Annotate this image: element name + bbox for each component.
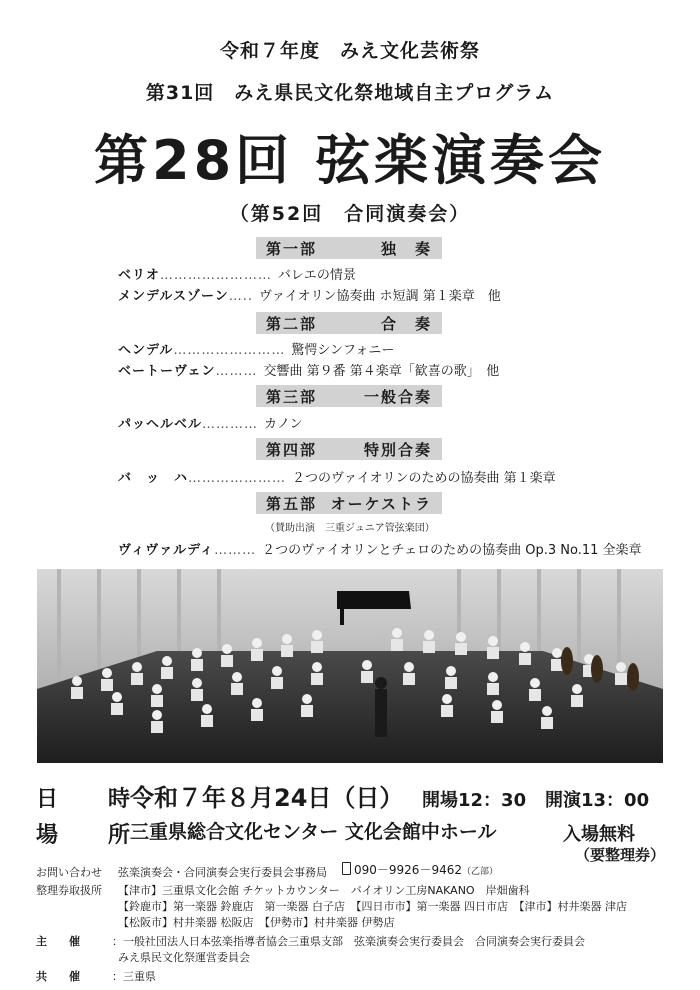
festival-title: 令和７年度 みえ文化芸術祭 — [219, 40, 480, 62]
contact-org: 弦楽演奏会・合同演奏会実行委員会事務局 — [118, 866, 327, 879]
program-item: バ ッ ハ ………………… ２つのヴァイオリンのための協奏曲 第１楽章 — [118, 471, 556, 486]
ticket-required-note: （要整理券） — [575, 846, 666, 864]
program-subtitle: 第31回 みえ県民文化祭地域自主プログラム — [145, 82, 555, 104]
cosponsor-value: ：三重県 — [112, 970, 156, 983]
contact-phone: 090－9926－9462（乙部） — [342, 861, 498, 878]
organizer-line2: みえ県民文化祭運営委員会 — [118, 951, 250, 964]
organizer-label: 主 催 — [36, 935, 80, 948]
part-banner-3: 第三部 一般合奏 — [256, 385, 442, 407]
part-banner-2: 第二部 合 奏 — [256, 312, 442, 334]
date-label: 日 時 — [36, 787, 145, 812]
venue-label: 場 所 — [36, 823, 145, 848]
program-item: ヘンデル …………………… 驚愕シンフォニー — [118, 343, 395, 358]
phone-icon — [342, 862, 351, 875]
start-time: 開演13：00 — [545, 790, 650, 811]
cosponsor-label: 共 催 — [36, 970, 80, 983]
orchestra-photo-illustration — [37, 569, 663, 763]
program-item: パッヘルベル ………… カノン — [118, 417, 303, 432]
event-date: 令和７年８月24日（日） — [130, 784, 404, 812]
program-item: ヴィヴァルディ ……… ２つのヴァイオリンとチェロのための協奏曲 Op.3 No.11 全楽章 — [118, 543, 642, 558]
ticket-outlets-line1: 【津市】三重県文化会館 チケットカウンター バイオリン工房NAKANO 岸畑歯科 — [118, 884, 530, 897]
contact-label: お問い合わせ — [36, 866, 102, 879]
concert-title: 第28回 弦楽演奏会 — [94, 129, 606, 192]
program-item: メンデルスゾーン ….. ヴァイオリン協奏曲 ホ短調 第１楽章 他 — [118, 289, 501, 304]
part-banner-1: 第一部 独 奏 — [256, 237, 442, 259]
part-banner-4: 第四部 特別合奏 — [256, 438, 442, 460]
organizer-line1: ：一般社団法人日本弦楽指導者協会三重県支部 弦楽演奏会実行委員会 合同演奏会実行委員会 — [112, 935, 585, 948]
program-item: ベートーヴェン ……… 交響曲 第９番 第４楽章「歓喜の歌」 他 — [118, 364, 500, 379]
ticket-outlets-line2: 【鈴鹿市】第一楽器 鈴鹿店 第一楽器 白子店 【四日市市】第一楽器 四日市店 【津市】村井楽器 津店 — [118, 900, 627, 913]
venue-name: 三重県総合文化センター 文化会館中ホール — [130, 821, 497, 843]
doors-open-time: 開場12：30 — [422, 790, 527, 811]
ticket-outlets-label: 整理券取扱所 — [36, 884, 102, 897]
joint-concert-subtitle: （第52回 合同演奏会） — [229, 203, 471, 225]
ticket-outlets-line3: 【松阪市】村井楽器 松阪店 【伊勢市】村井楽器 伊勢店 — [118, 916, 395, 929]
admission-free: 入場無料 — [563, 824, 635, 845]
part-banner-5: 第五部 オーケストラ — [256, 492, 442, 514]
orchestra-photo — [37, 569, 663, 763]
program-item: ベリオ …………………… バレエの情景 — [118, 268, 356, 283]
guest-performer-note: （賛助出演 三重ジュニア管弦楽団） — [265, 523, 435, 534]
